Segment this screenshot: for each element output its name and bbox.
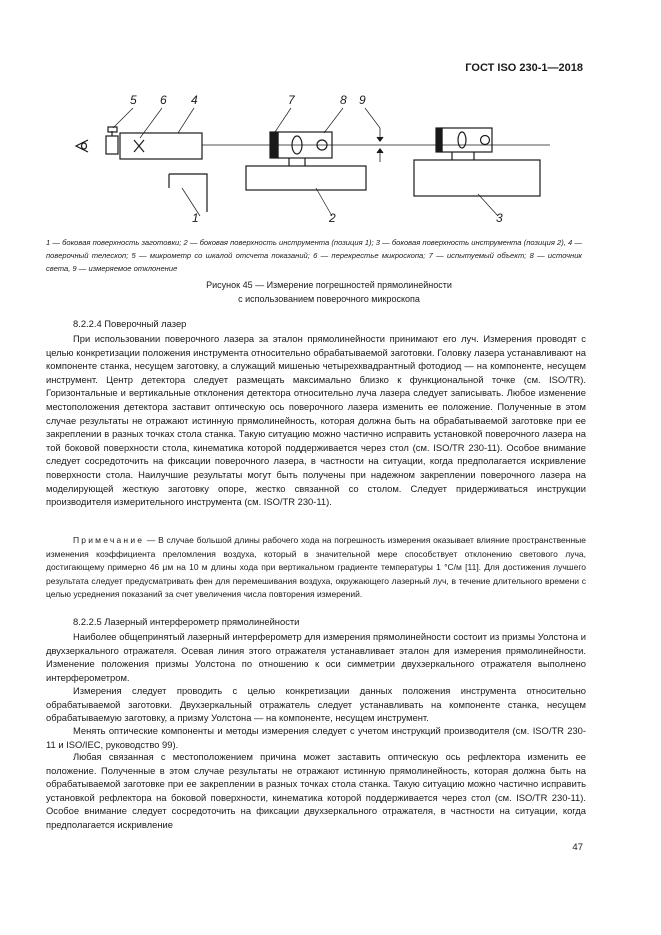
light-source-housing-2 (442, 128, 492, 152)
eye-pupil-icon (82, 143, 87, 149)
test-object (270, 132, 278, 158)
fig-label-1: 1 (192, 211, 199, 225)
fig-label-7: 7 (288, 93, 295, 107)
fig-label-8: 8 (340, 93, 347, 107)
machine-table-position-1 (246, 166, 366, 190)
figure-caption-line-2: с использованием поверочного микроскопа (238, 294, 420, 304)
crosshair-icon (134, 140, 144, 152)
fig-label-3: 3 (496, 211, 503, 225)
note-block (46, 534, 586, 602)
figure-legend: 1 — боковая поверхность заготовки; 2 — боковая поверхность инструмента (позиция 1); 3 — боковая поверхность инструмента (позиция 2), 4 — поверочный телескоп; 5 — микрометр со шкалой отсчета показаний; 6 — перекрестье микроскопа; 7 — испытуемый объект; 8 — источник света, 9 — измеряемое отклонение (46, 238, 582, 273)
figure-caption (46, 278, 612, 306)
paragraph-interferometer-4: Любая связанная с местоположением причина может заставить оптическую ось рефлектора изменить ее положение. Полученные в этом случае результаты не отражают истинную прямолинейность, которая должна быть на обрабатываемой заготовке при ее закреплении в разных точках стола станка. Такую ситуацию можно частично исправить установкой рефлектора на боковой поверхности, кинематика которой поддерживается через стол (см. ISO/TR 230-11). Особое внимание следует сосредоточить на фиксации двухзеркального отражателя, в частности на ситуации, когда предполагается искривление (46, 751, 586, 830)
section-heading-8-2-2-5: 8.2.2.5 Лазерный интерферометр прямолинейности (73, 616, 300, 627)
fig-label-6: 6 (160, 93, 167, 107)
note-text: — В случае большой длины рабочего хода на погрешность измерения оказывает влияние пространственные изменения коэффициента преломления воздуха, который в значительной мере способствует отклонению светового луча, достигающему примерно 46 μм на 10 м длины хода при вертикальном градиенте температуры 1 °С/м [11]. Для достижения лучшего результата следует предусматривать фен для перемешивания воздуха, окружающего лазерный луч, в течение длительного времени с целью усреднения показаний за счет увеличения числа повторения измерений. (46, 535, 586, 600)
paragraph-interferometer-2: Измерения следует проводить с целью конкретизации данных положения инструмента относительно обрабатываемой заготовки. Двухзеркальный отражатель следует устанавливать на компоненте станка, несущем обрабатываемую заготовку, а призму Уолстона — на компоненте, несущем инструмент. (46, 685, 586, 724)
paragraph-laser: При использовании поверочного лазера за эталон прямолинейности принимают его луч. Измерения проводят с целью конкретизации положения инструмента относительно обрабатываемой заготовки. Головку лазера устанавливают на компоненте станка, несущем заготовку, а служащий мишенью четырехквадрантный фотодиод — на компоненте, несущем инструмент. Центр детектора следует размещать максимально близко к функциональной точке (см. ISO/TR). Горизонтальные и вертикальные отклонения детектора относительно луча лазера следует записывать. Любое изменение местоположения детектора заставит оптическую ось поверочного лазера изменить ее положение. Полученные в этом случае результаты не отражают истинную прямолинейность, которая должна быть на обрабатываемой заготовке при ее закреплении в разных точках стола станка. Такую ситуацию можно частично исправить установкой поверочного лазера на той боковой поверхности стола, кинематика которой поддерживается через стол (см. ISO/TR 230-11). Особое внимание следует сосредоточить на фиксации поверочного лазера, в частности на ситуации, когда предполагается искривление поверхности стола. Наилучшие результаты могут быть получены при надежном закреплении поверочного лазера на моделирующей жесткую заготовку опоре, жестко связанной со столом. Следует придерживаться инструкции производителя измерительного инструмента (см. ISO/TR 230-11). (46, 333, 586, 508)
machine-table-position-2 (414, 160, 540, 196)
paragraph-interferometer-3: Менять оптические компоненты и методы измерения следует с учетом инструкций производителя (см. ISO/TR 230-11 и ISO/IEC, руководство 99). (46, 725, 586, 750)
straightness-microscope-diagram (70, 88, 590, 228)
figure-caption-line-1: Рисунок 45 — Измерение погрешностей прямолинейности (206, 280, 452, 290)
workpiece-side-surface (169, 174, 207, 212)
micrometer-body (106, 136, 118, 154)
note-label: Примечание (73, 535, 145, 545)
page-number: 47 (572, 842, 583, 853)
document-id: ГОСТ ISO 230-1—2018 (465, 62, 583, 74)
fig-label-2: 2 (329, 211, 336, 225)
telescope-body (120, 133, 202, 159)
fig-label-5: 5 (130, 93, 137, 107)
section-heading-8-2-2-4: 8.2.2.4 Поверочный лазер (73, 318, 187, 329)
paragraph-interferometer-1: Наиболее общепринятый лазерный интерферометр для измерения прямолинейности состоит из призмы Уолстона и двухзеркального отражателя. Осевая линия этого отражателя устанавливает эталон для измерения прямолинейности. Изменение положения призмы Уолстона по отношению к оси симметрии двухзеркального отражателя выполнено интерферометром. (46, 631, 586, 683)
fig-label-4: 4 (191, 93, 198, 107)
fig-label-9: 9 (359, 93, 366, 107)
